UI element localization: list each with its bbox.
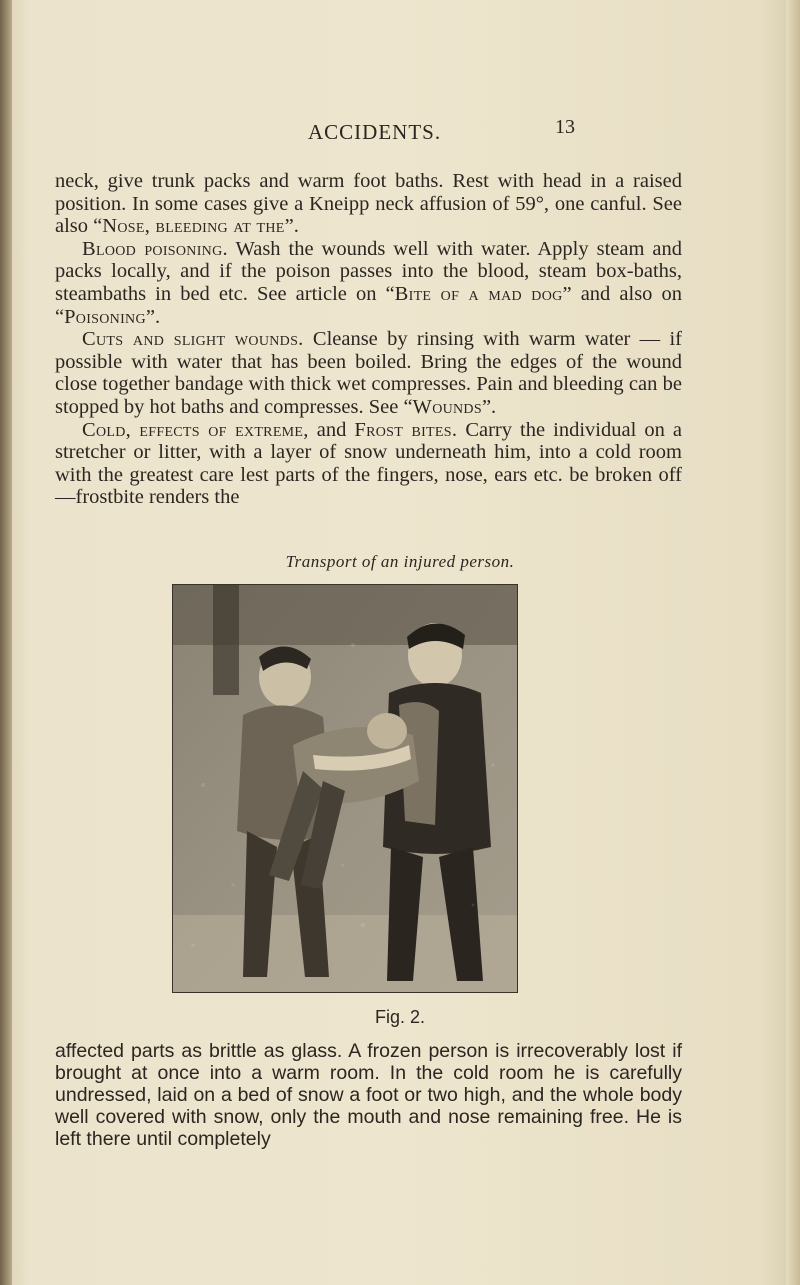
photo-illustration: [173, 585, 517, 992]
entry-heading: Frost bites.: [354, 418, 458, 441]
page-number: 13: [555, 116, 575, 138]
paragraph-cold: Cold, effects of extreme, and Frost bites. Carry the individual on a stretcher or litter, with a layer of snow underneath him, into a cold room with the greatest care lest parts of the fingers, nose, ears etc. be broken off—frostbite renders the: [55, 418, 682, 509]
paragraph-cuts: Cuts and slight wounds. Cleanse by rinsing with warm water — if possible with water that has been boiled. Bring the edges of the wound close together bandage with thick wet compresses. Pain and bleeding can be stopped by hot baths and compresses. See “Wounds”.: [55, 328, 682, 418]
figure-caption: Transport of an injured person.: [285, 552, 515, 571]
figure-photo: [172, 584, 518, 993]
paragraph-neck: neck, give trunk packs and warm foot baths. Rest with head in a raised position. In some cases give a Kneipp neck affusion of 59°, one canful. See also “Nose, bleeding at the”.: [55, 170, 682, 238]
paragraph-blood-poisoning: Blood poisoning. Wash the wounds well with water. Apply steam and packs locally, and if the poison passes into the blood, steam box-baths, steambaths in bed etc. See article on “Bite of a mad dog” and also on “Poisoning”.: [55, 237, 682, 328]
cross-reference: Poisoning: [64, 305, 146, 328]
figure-label: Fig. 2.: [374, 1007, 426, 1027]
cross-reference: Wounds: [412, 395, 482, 418]
page-header: [0, 116, 800, 146]
entry-heading: Cold, effects of extreme,: [82, 418, 309, 441]
entry-heading: Cuts and slight wounds.: [82, 328, 304, 351]
body-text-top: [55, 170, 682, 509]
cross-reference: Bite of a mad dog: [394, 282, 563, 305]
body-text-bottom: [55, 1040, 682, 1150]
entry-heading: Blood poisoning.: [82, 237, 228, 260]
paragraph-continuation: affected parts as brittle as glass. A frozen person is irrecoverably lost if brought at once into a warm room. In the cold room he is carefully undressed, laid on a bed of snow a foot or two high, and the whole body well covered with snow, only the mouth and nose remaining free. He is left there until completely: [55, 1040, 682, 1150]
running-head: ACCIDENTS.: [308, 120, 442, 144]
page-edge: [786, 0, 800, 1285]
book-spine-shadow: [0, 0, 12, 1285]
cross-reference: Nose, bleeding at the: [102, 215, 285, 238]
